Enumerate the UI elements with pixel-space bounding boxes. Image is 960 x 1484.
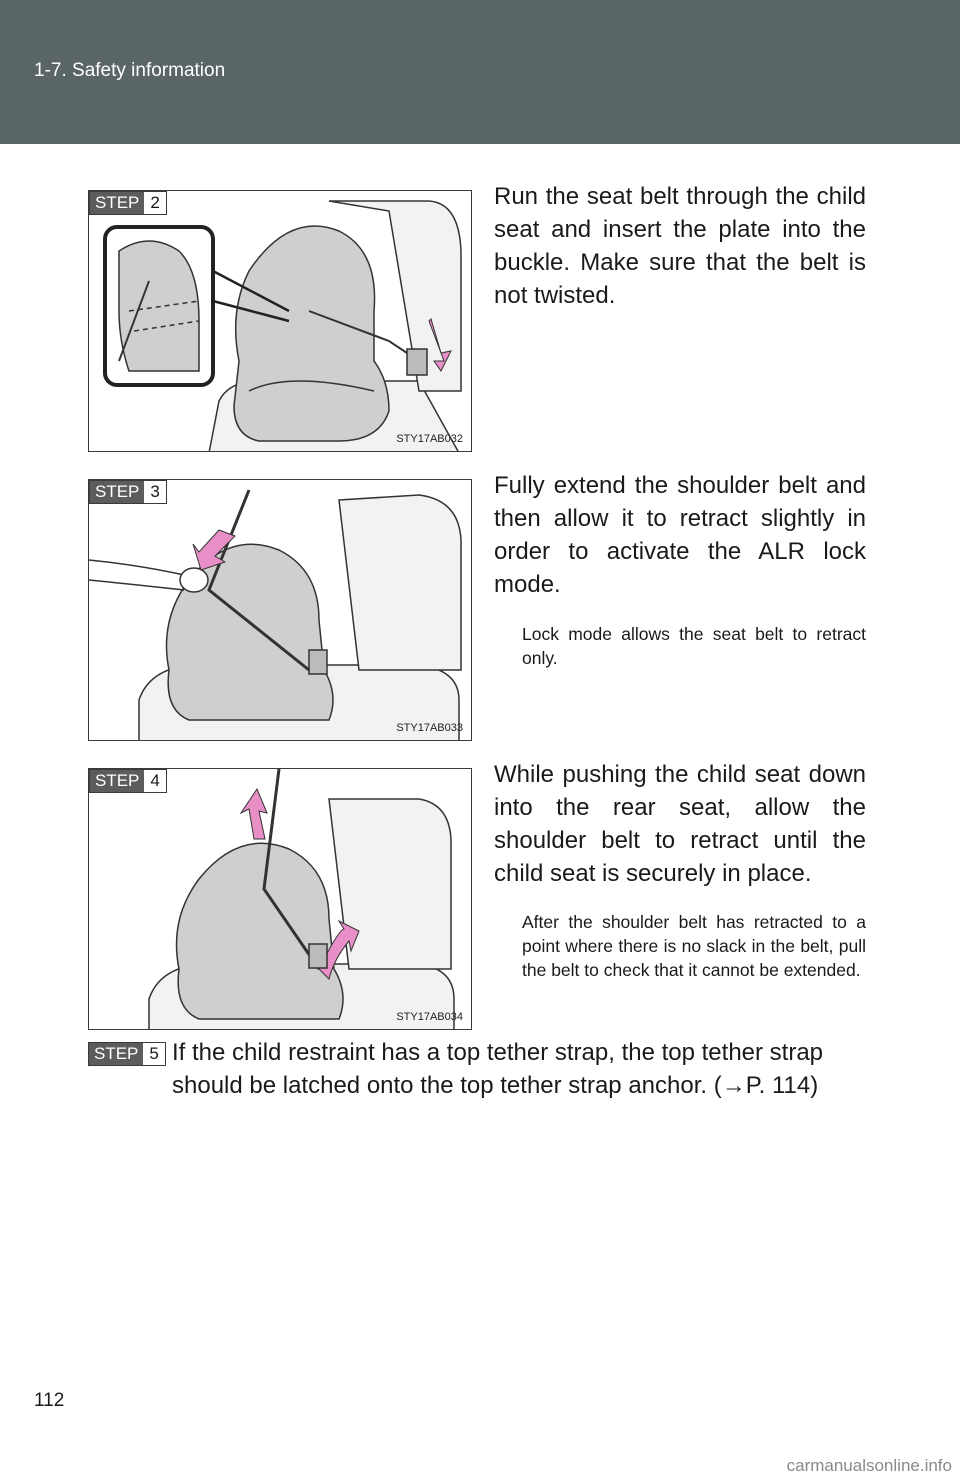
step-4-illustration — [88, 768, 472, 1030]
child-seat-buckle-illustration — [89, 191, 472, 452]
step-3-text: Fully extend the shoulder belt and then allow it to retract slightly in order to activate the ALR lock mode. — [494, 472, 866, 598]
watermark: carmanualsonline.info — [786, 1456, 952, 1475]
step-4-badge: STEP 4 — [89, 769, 167, 793]
step-3-badge: STEP 3 — [89, 480, 167, 504]
figure-code: STY17AB034 — [396, 1011, 463, 1023]
step-2-illustration — [88, 190, 472, 452]
figure-code: STY17AB032 — [396, 433, 463, 445]
page-header — [0, 0, 960, 144]
shoulder-belt-extend-illustration — [89, 480, 472, 741]
step-2-badge: STEP 2 — [89, 191, 167, 215]
seat-push-retract-illustration — [89, 769, 472, 1030]
step-4-text: While pushing the child seat down into the rear seat, allow the shoulder belt to retract until the child seat is securely in place. — [494, 761, 866, 887]
step-3-note: Lock mode allows the seat belt to retract only. — [522, 624, 866, 668]
step-5-badge: STEP 5 — [88, 1042, 166, 1066]
step-5-text: If the child restraint has a top tether strap, the top tether strap should be latched onto the top tether strap anchor. (→P. 114) — [172, 1039, 824, 1099]
step-3-illustration — [88, 479, 472, 741]
figure-code: STY17AB033 — [396, 722, 463, 734]
section-title: 1-7. Safety information — [34, 60, 226, 81]
step-4-note: After the shoulder belt has retracted to a point where there is no slack in the belt, pull the belt to check that it cannot be extended. — [522, 912, 866, 980]
page-number: 112 — [34, 1390, 65, 1411]
step-2-text: Run the seat belt through the child seat and insert the plate into the buckle. Make sure that the belt is not twisted. — [494, 183, 866, 309]
